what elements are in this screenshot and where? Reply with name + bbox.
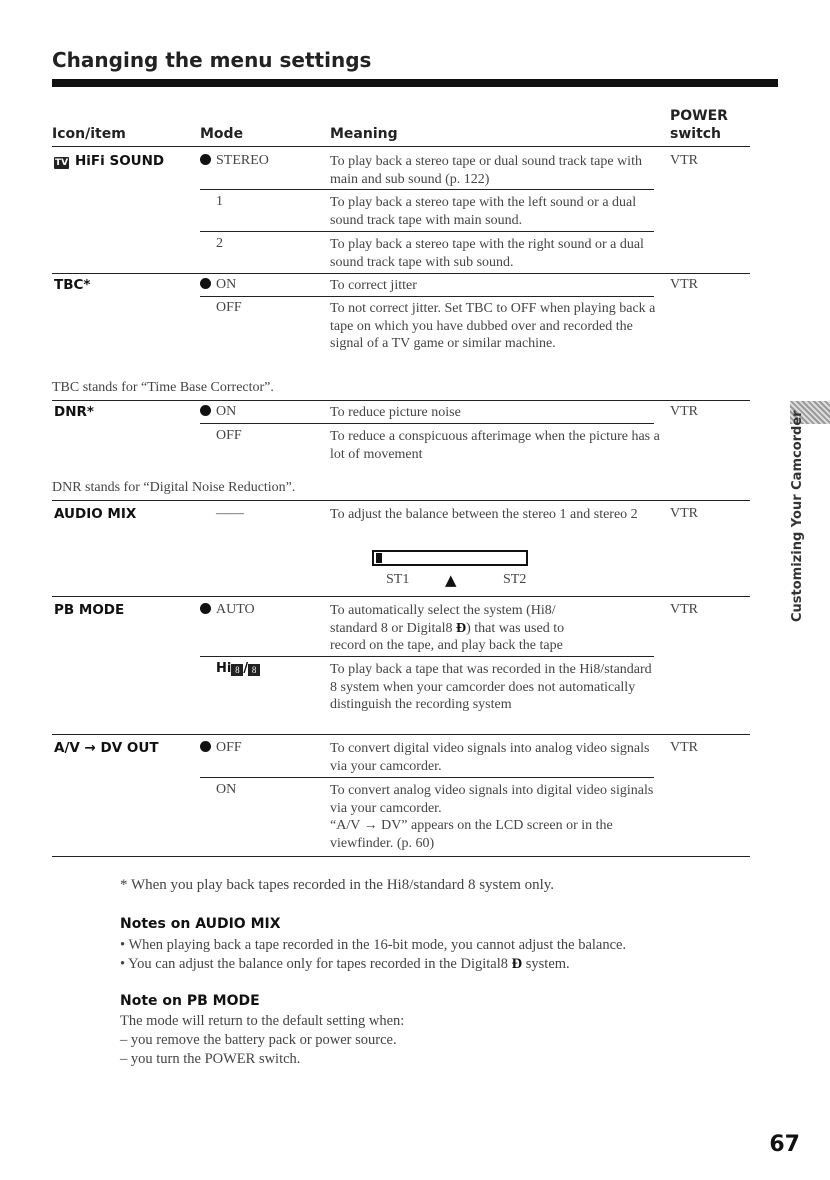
page-title: Changing the menu settings <box>52 48 372 72</box>
digital8-icon: Ð <box>455 620 467 636</box>
pb-mode-0: AUTO <box>216 602 255 617</box>
dnr-power: VTR <box>670 404 698 419</box>
section-rule <box>52 273 750 274</box>
default-bullet-icon <box>200 741 211 752</box>
header-mode: Mode <box>200 126 244 142</box>
av-mode-off <box>200 740 242 756</box>
pb-mode-item: PB MODE <box>54 602 125 618</box>
tbc-meaning-1: To not correct jitter. Set TBC to OFF when playing back a tape on which you have dubbed over and recorded the signal of a TV game or similar machine. <box>330 301 656 351</box>
title-rule <box>52 79 778 87</box>
pb-meaning-0 <box>330 602 660 655</box>
dnr-item: DNR* <box>54 404 94 420</box>
std8-box-icon: 8 <box>248 664 260 676</box>
dnr-meaning-0: To reduce picture noise <box>330 405 461 420</box>
row-divider <box>200 656 654 657</box>
pb-meaning-0a: To automatically select the system (Hi8/ <box>330 603 556 618</box>
table-bottom-rule <box>52 856 750 857</box>
hi8-icon: Hi <box>216 661 232 676</box>
section-rule <box>52 734 750 735</box>
notes-pb-line1: The mode will return to the default setting when: <box>120 1013 405 1029</box>
hifi-mode-stereo <box>200 153 269 169</box>
av-dv-item <box>54 740 159 756</box>
audio-mix-mode: —— <box>216 506 244 521</box>
row-divider <box>200 231 654 232</box>
av-power: VTR <box>670 740 698 755</box>
page-number: 67 <box>769 1132 800 1157</box>
default-bullet-icon <box>200 278 211 289</box>
side-tab-label: Customizing Your Camcorder <box>790 410 805 622</box>
notes-audio-line2b: system. <box>525 956 570 972</box>
header-item: Icon/item <box>52 126 126 142</box>
section-rule <box>52 596 750 597</box>
hifi-meaning-0: To play back a stereo tape or dual sound track tape with main and sub sound (p. 122) <box>330 154 642 187</box>
audio-mix-power: VTR <box>670 506 698 521</box>
pb-mode-auto <box>200 602 255 618</box>
notes-audio-line1: • When playing back a tape recorded in the 16-bit mode, you cannot adjust the balance. <box>120 937 627 953</box>
av-meaning-1c: DV” appears on the LCD screen or in the viewfinder. (p. 60) <box>330 818 613 851</box>
dv-out-label: DV OUT <box>100 740 159 756</box>
digital8-icon: Ð <box>511 956 523 972</box>
av-mode-1: ON <box>216 782 237 797</box>
balance-st1: ST1 <box>386 572 410 587</box>
pb-meaning-0d: record on the tape, and play back the tape <box>330 638 563 653</box>
tbc-mode-1: OFF <box>216 300 242 315</box>
tbc-item: TBC* <box>54 277 91 293</box>
hi8-slash: / <box>243 661 249 676</box>
balance-marker-icon: ▲ <box>445 571 457 589</box>
section-rule <box>52 400 750 401</box>
row-divider <box>200 189 654 190</box>
row-divider <box>200 296 654 297</box>
pb-power: VTR <box>670 602 698 617</box>
dnr-note: DNR stands for “Digital Noise Reduction”. <box>52 480 296 495</box>
notes-audio-heading: Notes on AUDIO MIX <box>120 916 281 932</box>
hifi-power: VTR <box>670 153 698 168</box>
notes-audio-line2a: • You can adjust the balance only for tapes recorded in the Digital8 <box>120 956 509 972</box>
header-rule <box>52 146 750 147</box>
dnr-mode-1: OFF <box>216 428 242 443</box>
notes-pb-line2: – you remove the battery pack or power source. <box>120 1032 397 1048</box>
dnr-mode-0: ON <box>216 404 237 419</box>
row-divider <box>200 423 654 424</box>
pb-meaning-0c: ) that was used to <box>466 620 565 636</box>
pb-meaning-1: To play back a tape that was recorded in the Hi8/standard 8 system when your camcorder does not automatically distinguish the recording system <box>330 662 652 712</box>
header-meaning: Meaning <box>330 126 398 142</box>
tbc-meaning-0: To correct jitter <box>330 278 417 293</box>
dnr-mode-on <box>200 404 236 420</box>
section-rule <box>52 500 750 501</box>
tbc-mode-on <box>200 277 236 293</box>
default-bullet-icon <box>200 154 211 165</box>
hifi-mode-1: 1 <box>216 194 223 209</box>
default-bullet-icon <box>200 603 211 614</box>
hifi-item <box>54 153 164 169</box>
audio-mix-meaning: To adjust the balance between the stereo 1 and stereo 2 <box>330 507 638 522</box>
hifi-meaning-1: To play back a stereo tape with the left sound or a dual sound track tape with main sound. <box>330 195 637 228</box>
av-meaning-1a: To convert analog video signals into digital video siginals via your camcorder. <box>330 783 654 816</box>
tv-icon: TV <box>54 158 69 168</box>
arrow-icon: → <box>84 740 96 756</box>
hifi-mode-0: STEREO <box>216 153 269 168</box>
pb-mode-hi8 <box>216 661 260 677</box>
tbc-mode-0: ON <box>216 277 237 292</box>
notes-audio-line2 <box>120 955 570 973</box>
av-meaning-0: To convert digital video signals into analog video signals via your camcorder. <box>330 741 650 774</box>
hifi-label: HiFi SOUND <box>75 153 165 169</box>
arrow-icon: → <box>363 818 378 833</box>
balance-st2: ST2 <box>503 572 527 587</box>
dnr-meaning-1: To reduce a conspicuous afterimage when the picture has a lot of movement <box>330 429 660 462</box>
hifi-meaning-2: To play back a stereo tape with the right sound or a dual sound track tape with sub sound. <box>330 237 644 270</box>
av-meaning-1 <box>330 782 660 852</box>
audio-mix-item: AUDIO MIX <box>54 506 137 522</box>
hifi-mode-2: 2 <box>216 236 223 251</box>
balance-bar <box>372 550 528 566</box>
balance-fill <box>376 553 382 563</box>
tbc-power: VTR <box>670 277 698 292</box>
default-bullet-icon <box>200 405 211 416</box>
av-label: A/V <box>54 740 80 756</box>
footnote: * When you play back tapes recorded in the Hi8/standard 8 system only. <box>120 877 555 893</box>
notes-pb-line3: – you turn the POWER switch. <box>120 1051 301 1067</box>
header-power-1: POWER <box>670 108 728 124</box>
hi8-box-icon: 8 <box>231 664 243 676</box>
av-meaning-1b: “A/V <box>330 818 361 833</box>
pb-meaning-0b: standard 8 or Digital8 <box>330 620 453 636</box>
notes-pb-heading: Note on PB MODE <box>120 993 260 1009</box>
row-divider <box>200 777 654 778</box>
tbc-note: TBC stands for “Time Base Corrector”. <box>52 380 274 395</box>
av-mode-0: OFF <box>216 740 242 755</box>
header-power-2: switch <box>670 126 722 142</box>
